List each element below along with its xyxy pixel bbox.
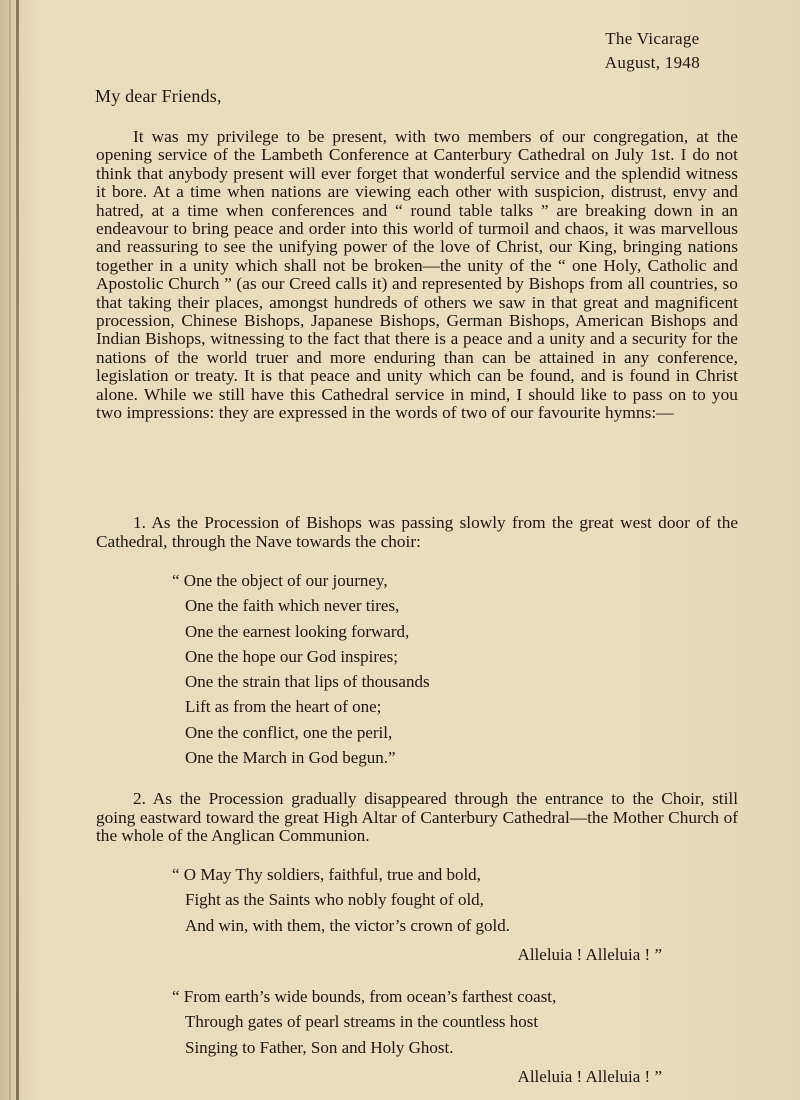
hymn-line: One the strain that lips of thousands bbox=[185, 672, 430, 692]
hymn-line: One the hope our God inspires; bbox=[185, 646, 398, 666]
intro-paragraph: It was my privilege to be present, with two members of our congregation, at the opening service of the Lambeth Conference at Canterbury Cathedral on July 1st. I do not think that anybody present will ever forget that wonderful service and the splendid witness it bore. At a time when nations are viewing each other with suspicion, distrust, envy and hatred, at a time when conferences and “ round table talks ” are breaking down in an endeavour to bring peace and order into this world of turmoil and chaos, it was marvellous and reassuring to see the unifying power of the love of Christ, our King, bringing nations together in a unity which shall not be broken—the unity of the “ one Holy, Catholic and Apostolic Church ” (as our Creed calls it) and represented by Bishops from all countries, so that taking their places, amongst hundreds of others we saw in that great and magnificent procession, Chinese Bishops, Japanese Bishops, German Bishops, American Bishops and Indian Bishops, witnessing to the fact that there is a peace and a unity and a security for the nations of the world truer and more enduring than can be attained in any conference, legislation or treaty. It is that peace and unity which can be found, and is found in Christ alone. While we still have this Cathedral service in mind, I should like to pass on to you two impressions: they are expressed in the words of two of our favourite hymns:— bbox=[96, 127, 738, 423]
impression-two: 2. As the Procession gradually disappeared through the entrance to the Choir, still going eastward toward the great High Altar of Canterbury Cathedral—the Mother Church of the whole of the Anglican Communion. bbox=[96, 789, 738, 846]
letter-header bbox=[605, 27, 700, 75]
impression-one: 1. As the Procession of Bishops was passing slowly from the great west door of the Cathedral, through the Nave towards the choir: bbox=[96, 513, 738, 551]
hymn-line: Lift as from the heart of one; bbox=[185, 697, 382, 717]
hymn-two bbox=[172, 862, 510, 938]
hymn-line: One the March in God begun.” bbox=[185, 748, 396, 768]
hymn-line: “ From earth’s wide bounds, from ocean’s farthest coast, bbox=[172, 987, 557, 1006]
alleluia-refrain: Alleluia ! Alleluia ! ” bbox=[517, 945, 662, 964]
hymn-line: Singing to Father, Son and Holy Ghost. bbox=[185, 1037, 454, 1057]
hymn-line: And win, with them, the victor’s crown of gold. bbox=[185, 915, 511, 935]
hymn-three bbox=[172, 984, 556, 1060]
hymn-line: One the earnest looking forward, bbox=[185, 621, 410, 641]
hymn-line: Fight as the Saints who nobly fought of old, bbox=[185, 890, 484, 910]
hymn-line: One the faith which never tires, bbox=[185, 596, 400, 616]
alleluia-refrain: Alleluia ! Alleluia ! ” bbox=[517, 1067, 662, 1086]
hymn-line: “ One the object of our journey, bbox=[172, 571, 388, 590]
hymn-line: One the conflict, one the peril, bbox=[185, 722, 393, 742]
binding-spine bbox=[16, 0, 19, 1100]
salutation: My dear Friends, bbox=[95, 86, 222, 106]
page-fold-shadow bbox=[9, 0, 11, 1100]
header-place: The Vicarage bbox=[605, 29, 700, 48]
hymn-line: “ O May Thy soldiers, faithful, true and bold, bbox=[172, 865, 481, 884]
hymn-one bbox=[172, 568, 430, 770]
hymn-line: Through gates of pearl streams in the countless host bbox=[185, 1012, 539, 1032]
header-date: August, 1948 bbox=[604, 53, 700, 72]
